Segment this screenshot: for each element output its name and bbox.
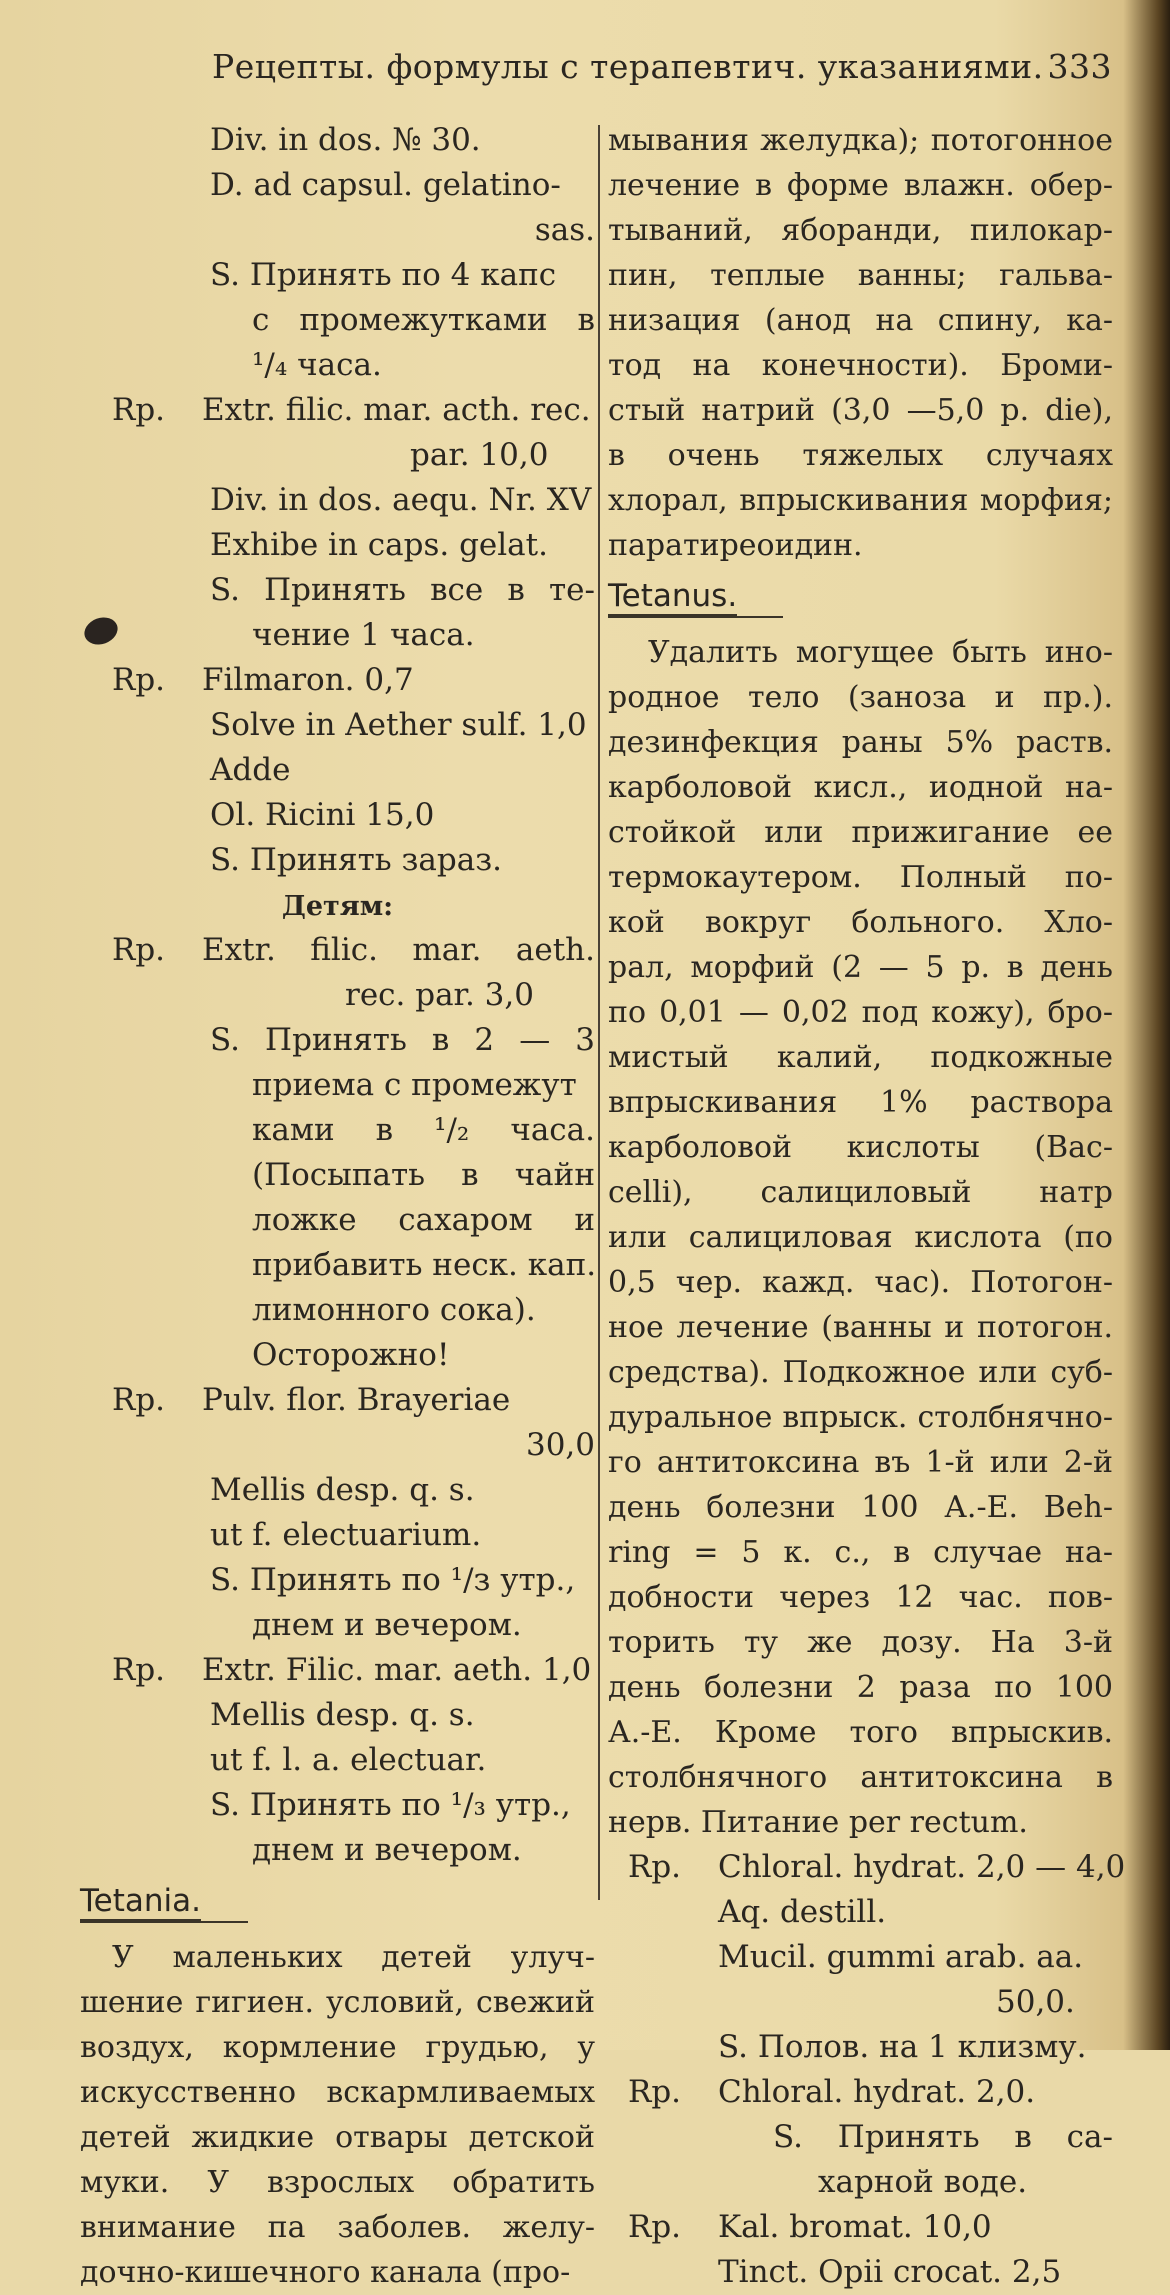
text-line [80,208,595,253]
line-text: внимание па заболев. желу- [80,2210,595,2245]
line-text: мистый калий, подкожные [608,1040,1113,1075]
rp-label: Rp. [112,392,166,428]
rp-label: Rp. [112,1652,166,1688]
line-text: 50,0. [996,1984,1075,2020]
line-text: днем и вечером. [252,1607,522,1643]
line-text: днем и вечером. [252,1832,522,1868]
line-text: шение гигиен. условий, свежий [80,1985,595,2020]
line-text: S. Полов. на 1 клизму. [718,2029,1087,2065]
rp-label: Rp. [628,2074,682,2110]
paragraph-line [608,1350,1113,1395]
line-text: Div. in dos. № 30. [210,122,481,158]
line-text: ut f. l. a. electuar. [210,1742,487,1778]
rp-label: Rp. [112,1382,166,1418]
line-text: харной воде. [818,2164,1028,2200]
line-text: rec. par. 3,0 [345,977,534,1013]
paragraph-line [608,523,1113,568]
line-text: приема с промежут [252,1067,577,1103]
line-text: (Посыпать в чайн [252,1157,595,1193]
rp-label: Rp. [628,2209,682,2245]
line-text: хлорал, впрыскивания морфия; [608,483,1113,518]
left-column [80,118,595,2295]
line-text: мывания желудка); потогонное [608,123,1113,158]
line-text: S. Принять по ¹/₃ утр., [210,1787,571,1823]
text-line [80,973,595,1018]
paragraph-line [608,855,1113,900]
line-text: впрыскивания 1% раствора [608,1085,1113,1120]
text-line [80,838,595,883]
text-line [80,163,595,208]
line-text: дуральное впрыск. столбнячно- [608,1400,1113,1435]
line-text: Adde [210,752,291,788]
line-text: У маленьких детей улуч- [112,1940,595,1975]
paragraph-line [608,1260,1113,1305]
text-line [80,1603,595,1648]
paragraph-line [80,1935,595,1980]
line-text: Extr. filic. mar. acth. rec. [202,392,591,428]
text-line [608,1890,1113,1935]
rp-label: Rp. [112,662,166,698]
paragraph-line [608,1800,1113,1845]
line-text: дочно-кишечного канала (про- [80,2255,571,2290]
line-text: с промежутками в [252,302,595,338]
prescription-line [608,1845,1126,1890]
rp-label: Rp. [112,932,166,968]
page-number: 333 [1047,47,1112,86]
column-divider [598,125,600,1900]
prescription-line [80,1378,595,1423]
paragraph-line [608,1080,1113,1125]
line-text: стойкой или прижигание ее [608,815,1113,850]
paragraph-line [80,2205,595,2250]
text-line [80,568,595,613]
paragraph-line [608,118,1113,163]
paragraph-line [608,478,1113,523]
section-heading-text: Tetanus. [608,578,738,614]
line-text: ring = 5 к. с., в случае на- [608,1535,1113,1570]
line-text: лимонного сока). [252,1292,536,1328]
line-text: карболовой кисл., иодной на- [608,770,1113,805]
paragraph-line [608,1170,1113,1215]
paragraph-line [608,163,1113,208]
prescription-line [608,2070,1113,2115]
paragraph-line [608,1035,1113,1080]
text-line [80,883,595,928]
paragraph-line [608,765,1113,810]
paragraph-line [608,343,1113,388]
line-text: пин, теплые ванны; гальва- [608,258,1113,293]
prescription-line [80,928,595,973]
line-text: S. Принять в са- [773,2119,1113,2155]
text-line [80,703,595,748]
text-line [80,793,595,838]
line-text: Pulv. flor. Brayeriae [202,1382,511,1418]
line-text: Осторожно! [252,1337,450,1373]
text-line [80,1198,595,1243]
line-text: ut f. electuarium. [210,1517,482,1553]
line-text: стый натрий (3,0 —5,0 р. die), [608,393,1113,428]
line-text: 30,0 [525,1427,595,1463]
line-text: S. Принять зараз. [210,842,502,878]
line-text: родное тело (заноза и пр.). [608,680,1113,715]
heading-rule [80,1921,248,1923]
line-text: Exhibe in caps. gelat. [210,527,548,563]
line-text: Mucil. gummi arab. aa. [718,1939,1084,1975]
paragraph-line [608,720,1113,765]
text-line [80,343,595,388]
line-text: нерв. Питание per rectum. [608,1805,1028,1840]
line-text: прибавить неск. кап. [252,1247,597,1283]
line-text: торить ту же дозу. На 3-й [608,1625,1113,1660]
text-line [80,1693,595,1738]
line-text: день болезни 2 раза по 100 [608,1670,1113,1705]
line-text: Aq. destill. [718,1894,887,1930]
section-heading-text: Tetania. [80,1883,202,1919]
paragraph-line [608,433,1113,478]
line-text: Chloral. hydrat. 2,0 — 4,0 [718,1849,1126,1885]
line-text: или салициловая кислота (по [608,1220,1113,1255]
paragraph-line [608,1665,1113,1710]
section-heading [608,568,1113,630]
paragraph-line [608,1440,1113,1485]
running-title: Рецепты. формулы с терапевтич. указаниями. [212,47,1044,86]
prescription-line [608,2205,1113,2250]
line-text: чение 1 часа. [252,617,475,653]
paragraph-line [608,298,1113,343]
text-line [80,1558,595,1603]
paragraph-line [608,945,1113,990]
prescription-line [80,658,595,703]
text-line [80,613,595,658]
text-line [80,1108,595,1153]
text-line [80,1063,595,1108]
text-line [80,523,595,568]
line-text: детей жидкие отвары детской [80,2120,595,2155]
paragraph-line [80,2160,595,2205]
paragraph-line [608,1125,1113,1170]
paragraph-line [80,2025,595,2070]
section-heading [80,1873,595,1935]
line-text: ками в ¹/₂ часа. [252,1112,595,1148]
line-text: А.-Е. Кроме того впрыскив. [608,1715,1113,1750]
paragraph-line [608,1530,1113,1575]
text-line [80,1423,595,1468]
line-text: D. ad capsul. gelatino- [210,167,561,203]
text-line [80,478,595,523]
paragraph-line [608,630,1113,675]
line-text: Extr. Filic. mar. aeth. 1,0 [202,1652,592,1688]
line-text: Solve in Aether sulf. 1,0 [210,707,587,743]
paragraph-line [80,2250,595,2295]
line-text: карболовой кислоты (Bac- [608,1130,1113,1165]
text-line [608,1935,1113,1980]
line-text: Детям: [281,891,394,922]
rp-label: Rp. [628,1849,682,1885]
text-line [80,253,595,298]
line-text: Tinct. Opii crocat. 2,5 [718,2254,1062,2290]
paragraph-line [608,675,1113,720]
line-text: лечение в форме влажн. обер- [608,168,1113,203]
line-text: столбнячного антитоксина в [608,1760,1113,1795]
paragraph-line [608,900,1113,945]
line-text: тод на конечности). Броми- [608,348,1113,383]
paragraph-line [608,388,1113,433]
line-text: 0,5 чер. кажд. час). Потогон- [608,1265,1113,1300]
line-text: го антитоксина въ 1-й или 2-й [608,1445,1113,1480]
text-line [80,1468,595,1513]
line-text: Ol. Ricini 15,0 [210,797,435,833]
paragraph-line [608,990,1113,1035]
text-line [608,2115,1113,2160]
heading-rule [608,616,783,618]
text-line [80,118,595,163]
line-text: celli), салициловый натр [608,1175,1113,1210]
text-line [80,1783,595,1828]
line-text: Mellis desp. q. s. [210,1472,475,1508]
line-text: добности через 12 час. пов- [608,1580,1113,1615]
line-text: Chloral. hydrat. 2,0. [718,2074,1036,2110]
paragraph-line [80,1980,595,2025]
line-text: искусственно вскармливаемых [80,2075,595,2110]
line-text: тываний, яборанди, пилокар- [608,213,1113,248]
text-line [80,1153,595,1198]
line-text: воздух, кормление грудью, у [80,2030,595,2065]
paragraph-line [608,253,1113,298]
text-line [80,1828,595,1873]
line-text: ложке сахаром и [252,1202,595,1238]
text-line [608,2250,1113,2295]
line-text: низация (анод на спину, ка- [608,303,1113,338]
text-line [80,1333,595,1378]
line-text: средства). Подкожное или суб- [608,1355,1113,1390]
line-text: в очень тяжелых случаях [608,438,1113,473]
line-text: рал, морфий (2 — 5 р. в день [608,950,1113,985]
text-line [80,1243,595,1288]
paragraph-line [608,1485,1113,1530]
line-text: паратиреоидин. [608,528,863,563]
text-line [80,1513,595,1558]
line-text: sas. [534,212,595,248]
prescription-line [80,1648,595,1693]
line-text: S. Принять по 4 капс [210,257,557,293]
paragraph-line [80,2115,595,2160]
text-line [80,748,595,793]
line-text: Kal. bromat. 10,0 [718,2209,992,2245]
line-text: Div. in dos. aequ. Nr. XV [210,482,592,518]
text-line [80,1018,595,1063]
paragraph-line [608,1305,1113,1350]
line-text: S. Принять все в те- [210,572,595,608]
text-line [608,2025,1113,2070]
line-text: ¹/₄ часа. [252,347,382,383]
line-text: S. Принять в 2 — 3 [210,1022,595,1058]
right-column [608,118,1126,2295]
paragraph-line [608,1395,1113,1440]
line-text: кой вокруг больного. Хло- [608,905,1113,940]
paragraph-line [608,810,1113,855]
paragraph-line [608,1215,1113,1260]
text-line [80,1288,595,1333]
line-text: S. Принять по ¹/з утр., [210,1562,576,1598]
line-text: Mellis desp. q. s. [210,1697,475,1733]
paragraph-line [608,1755,1113,1800]
line-text: по 0,01 — 0,02 под кожу), бро- [608,995,1113,1030]
paragraph-line [608,1710,1113,1755]
page-header [212,42,1112,92]
line-text: день болезни 100 А.-Е. Beh- [608,1490,1113,1525]
line-text: par. 10,0 [410,437,549,473]
line-text: Удалить могущее быть ино- [648,635,1113,670]
line-text: ное лечение (ванны и потогон. [608,1310,1113,1345]
text-line [80,433,595,478]
text-line [608,1980,1113,2025]
line-text: Filmaron. 0,7 [202,662,414,698]
line-text: термокаутером. Полный по- [608,860,1113,895]
text-line [80,298,595,343]
line-text: Extr. filic. mar. aeth. [202,932,595,968]
paragraph-line [80,2070,595,2115]
line-text: муки. У взрослых обратить [80,2165,595,2200]
text-line [80,1738,595,1783]
paragraph-line [608,208,1113,253]
paragraph-line [608,1575,1113,1620]
prescription-line [80,388,595,433]
text-line [608,2160,1113,2205]
paragraph-line [608,1620,1113,1665]
line-text: дезинфекция раны 5% раств. [608,725,1113,760]
